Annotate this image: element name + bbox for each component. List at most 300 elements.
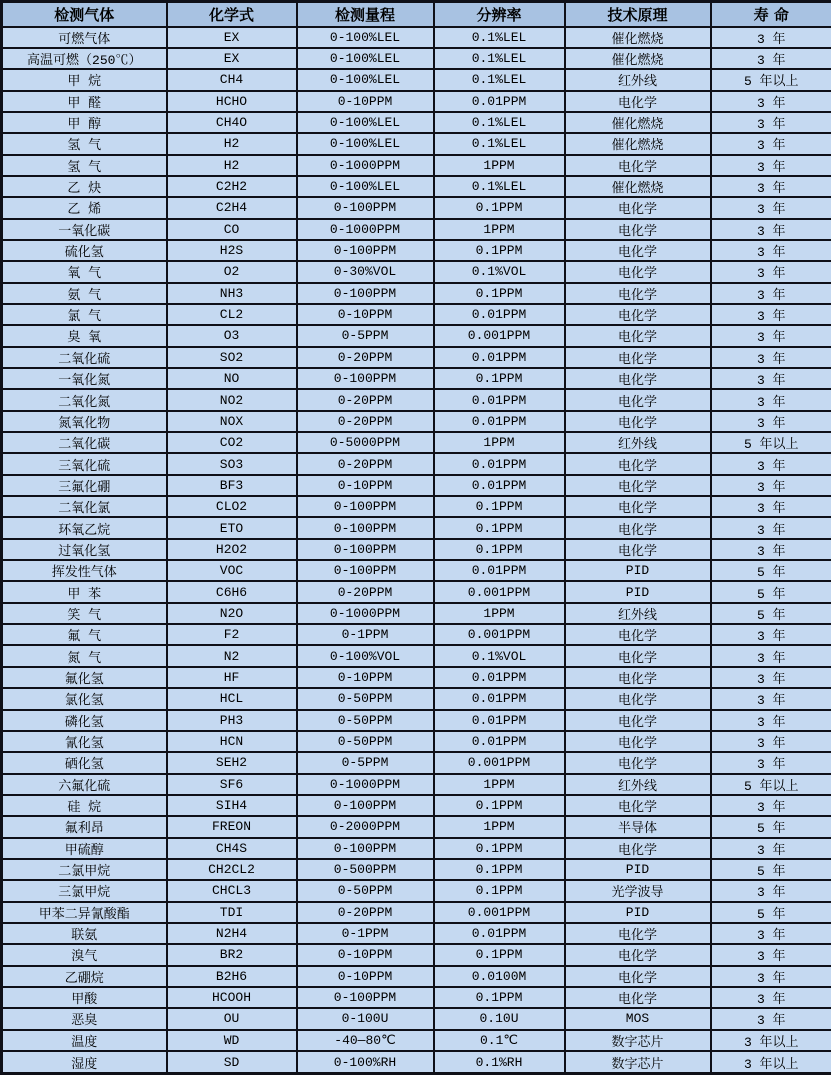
cell-chemical-formula: H2 — [167, 155, 297, 176]
cell-resolution: 1PPM — [434, 816, 565, 837]
cell-lifespan: 3 年 — [711, 325, 831, 346]
cell-lifespan: 5 年 — [711, 603, 831, 624]
cell-chemical-formula: OU — [167, 1008, 297, 1029]
cell-chemical-formula: NO — [167, 368, 297, 389]
cell-chemical-formula: NOX — [167, 411, 297, 432]
cell-technology: MOS — [565, 1008, 711, 1029]
cell-lifespan: 3 年 — [711, 539, 831, 560]
cell-gas-name: 甲酸 — [2, 987, 167, 1008]
cell-detection-range: 0-50PPM — [297, 880, 434, 901]
cell-technology: 电化学 — [565, 368, 711, 389]
cell-resolution: 0.1PPM — [434, 944, 565, 965]
cell-detection-range: 0-100%LEL — [297, 48, 434, 69]
cell-resolution: 0.01PPM — [434, 710, 565, 731]
cell-detection-range: 0-20PPM — [297, 581, 434, 602]
cell-lifespan: 3 年 — [711, 219, 831, 240]
cell-technology: 电化学 — [565, 496, 711, 517]
cell-chemical-formula: TDI — [167, 902, 297, 923]
cell-resolution: 0.1PPM — [434, 539, 565, 560]
cell-detection-range: 0-100%LEL — [297, 112, 434, 133]
cell-gas-name: 二氧化碳 — [2, 432, 167, 453]
cell-resolution: 0.0100M — [434, 966, 565, 987]
cell-gas-name: 二氧化氯 — [2, 496, 167, 517]
table-row — [2, 645, 831, 666]
cell-chemical-formula: N2 — [167, 645, 297, 666]
cell-gas-name: 臭 氧 — [2, 325, 167, 346]
table-row — [2, 774, 831, 795]
cell-resolution: 0.1%LEL — [434, 112, 565, 133]
cell-technology: 电化学 — [565, 197, 711, 218]
cell-resolution: 0.001PPM — [434, 624, 565, 645]
cell-gas-name: 硅 烷 — [2, 795, 167, 816]
cell-lifespan: 3 年 — [711, 411, 831, 432]
cell-lifespan: 3 年 — [711, 517, 831, 538]
cell-lifespan: 3 年 — [711, 240, 831, 261]
cell-technology: 光学波导 — [565, 880, 711, 901]
cell-technology: PID — [565, 581, 711, 602]
cell-detection-range: 0-10PPM — [297, 966, 434, 987]
cell-detection-range: 0-20PPM — [297, 453, 434, 474]
cell-lifespan: 5 年 — [711, 816, 831, 837]
cell-chemical-formula: EX — [167, 48, 297, 69]
cell-technology: 红外线 — [565, 603, 711, 624]
cell-gas-name: 氟利昂 — [2, 816, 167, 837]
cell-technology: 电化学 — [565, 710, 711, 731]
table-row — [2, 517, 831, 538]
cell-technology: 电化学 — [565, 283, 711, 304]
cell-chemical-formula: SO2 — [167, 347, 297, 368]
cell-detection-range: 0-50PPM — [297, 710, 434, 731]
cell-lifespan: 3 年 — [711, 112, 831, 133]
cell-resolution: 1PPM — [434, 219, 565, 240]
table-row — [2, 112, 831, 133]
table-row — [2, 496, 831, 517]
cell-chemical-formula: CO2 — [167, 432, 297, 453]
cell-gas-name: 甲硫醇 — [2, 838, 167, 859]
cell-detection-range: 0-20PPM — [297, 902, 434, 923]
cell-gas-name: 氮氧化物 — [2, 411, 167, 432]
cell-chemical-formula: WD — [167, 1030, 297, 1051]
cell-technology: 催化燃烧 — [565, 112, 711, 133]
cell-gas-name: 氟 气 — [2, 624, 167, 645]
header-resolution: 分辨率 — [434, 2, 565, 27]
table-row — [2, 197, 831, 218]
cell-resolution: 0.1℃ — [434, 1030, 565, 1051]
cell-gas-name: 甲 醛 — [2, 91, 167, 112]
table-row — [2, 581, 831, 602]
cell-chemical-formula: FREON — [167, 816, 297, 837]
table-row — [2, 347, 831, 368]
table-row — [2, 69, 831, 90]
cell-lifespan: 3 年 — [711, 944, 831, 965]
table-row — [2, 176, 831, 197]
cell-lifespan: 3 年 — [711, 389, 831, 410]
cell-lifespan: 3 年以上 — [711, 1051, 831, 1074]
cell-gas-name: 一氧化氮 — [2, 368, 167, 389]
cell-detection-range: 0-500PPM — [297, 859, 434, 880]
cell-gas-name: 甲苯二异氰酸酯 — [2, 902, 167, 923]
cell-technology: 电化学 — [565, 944, 711, 965]
cell-gas-name: 六氟化硫 — [2, 774, 167, 795]
cell-resolution: 1PPM — [434, 432, 565, 453]
cell-detection-range: 0-100PPM — [297, 517, 434, 538]
cell-gas-name: 硒化氢 — [2, 752, 167, 773]
cell-chemical-formula: B2H6 — [167, 966, 297, 987]
table-row — [2, 411, 831, 432]
cell-technology: 电化学 — [565, 411, 711, 432]
table-row — [2, 325, 831, 346]
cell-resolution: 0.1PPM — [434, 283, 565, 304]
cell-technology: 电化学 — [565, 838, 711, 859]
cell-chemical-formula: CO — [167, 219, 297, 240]
table-row — [2, 838, 831, 859]
cell-gas-name: 二氧化硫 — [2, 347, 167, 368]
cell-gas-name: 可燃气体 — [2, 27, 167, 48]
cell-gas-name: 乙 炔 — [2, 176, 167, 197]
table-row — [2, 880, 831, 901]
header-gas-name: 检测气体 — [2, 2, 167, 27]
cell-technology: 催化燃烧 — [565, 48, 711, 69]
cell-technology: 电化学 — [565, 325, 711, 346]
cell-chemical-formula: CH4O — [167, 112, 297, 133]
cell-gas-name: 甲 醇 — [2, 112, 167, 133]
table-row — [2, 304, 831, 325]
cell-technology: 红外线 — [565, 432, 711, 453]
cell-lifespan: 5 年 — [711, 859, 831, 880]
table-body — [2, 27, 831, 1074]
cell-gas-name: 挥发性气体 — [2, 560, 167, 581]
cell-detection-range: 0-100%RH — [297, 1051, 434, 1074]
cell-gas-name: 一氧化碳 — [2, 219, 167, 240]
cell-chemical-formula: SF6 — [167, 774, 297, 795]
table-row — [2, 710, 831, 731]
cell-lifespan: 3 年以上 — [711, 1030, 831, 1051]
cell-detection-range: 0-1000PPM — [297, 219, 434, 240]
cell-chemical-formula: SEH2 — [167, 752, 297, 773]
cell-lifespan: 3 年 — [711, 645, 831, 666]
cell-detection-range: 0-1000PPM — [297, 774, 434, 795]
cell-detection-range: 0-100%LEL — [297, 176, 434, 197]
cell-resolution: 0.1%LEL — [434, 133, 565, 154]
cell-chemical-formula: C2H2 — [167, 176, 297, 197]
table-row — [2, 624, 831, 645]
cell-resolution: 0.001PPM — [434, 752, 565, 773]
cell-lifespan: 3 年 — [711, 368, 831, 389]
cell-detection-range: 0-20PPM — [297, 347, 434, 368]
cell-resolution: 0.01PPM — [434, 923, 565, 944]
table-row — [2, 688, 831, 709]
cell-chemical-formula: SO3 — [167, 453, 297, 474]
cell-chemical-formula: HCL — [167, 688, 297, 709]
cell-resolution: 0.1PPM — [434, 795, 565, 816]
cell-lifespan: 5 年 — [711, 902, 831, 923]
cell-detection-range: 0-100PPM — [297, 987, 434, 1008]
cell-technology: 电化学 — [565, 155, 711, 176]
table-row — [2, 283, 831, 304]
cell-resolution: 0.01PPM — [434, 560, 565, 581]
cell-chemical-formula: BR2 — [167, 944, 297, 965]
cell-resolution: 0.1PPM — [434, 880, 565, 901]
cell-lifespan: 5 年 — [711, 560, 831, 581]
cell-lifespan: 3 年 — [711, 1008, 831, 1029]
cell-technology: 电化学 — [565, 731, 711, 752]
cell-detection-range: 0-2000PPM — [297, 816, 434, 837]
cell-chemical-formula: C2H4 — [167, 197, 297, 218]
cell-chemical-formula: CH4 — [167, 69, 297, 90]
cell-chemical-formula: SD — [167, 1051, 297, 1074]
cell-detection-range: 0-30%VOL — [297, 261, 434, 282]
table-row — [2, 923, 831, 944]
cell-lifespan: 3 年 — [711, 453, 831, 474]
cell-lifespan: 3 年 — [711, 133, 831, 154]
table-header-row — [2, 2, 831, 27]
cell-lifespan: 5 年 — [711, 581, 831, 602]
cell-chemical-formula: C6H6 — [167, 581, 297, 602]
cell-detection-range: 0-100PPM — [297, 560, 434, 581]
cell-resolution: 0.1PPM — [434, 368, 565, 389]
cell-resolution: 0.1%VOL — [434, 645, 565, 666]
cell-gas-name: 氮 气 — [2, 645, 167, 666]
cell-gas-name: 硫化氢 — [2, 240, 167, 261]
cell-lifespan: 3 年 — [711, 838, 831, 859]
cell-lifespan: 3 年 — [711, 795, 831, 816]
cell-lifespan: 5 年以上 — [711, 69, 831, 90]
table-row — [2, 859, 831, 880]
cell-detection-range: 0-20PPM — [297, 411, 434, 432]
table-row — [2, 475, 831, 496]
cell-gas-name: 甲 苯 — [2, 581, 167, 602]
cell-technology: 电化学 — [565, 475, 711, 496]
cell-resolution: 0.1%RH — [434, 1051, 565, 1074]
cell-lifespan: 3 年 — [711, 880, 831, 901]
cell-chemical-formula: N2H4 — [167, 923, 297, 944]
cell-resolution: 1PPM — [434, 603, 565, 624]
table-row — [2, 795, 831, 816]
cell-technology: 数字芯片 — [565, 1051, 711, 1074]
cell-detection-range: 0-5PPM — [297, 325, 434, 346]
header-detection-range: 检测量程 — [297, 2, 434, 27]
cell-chemical-formula: EX — [167, 27, 297, 48]
table-row — [2, 944, 831, 965]
cell-technology: 电化学 — [565, 645, 711, 666]
cell-gas-name: 湿度 — [2, 1051, 167, 1074]
cell-detection-range: 0-10PPM — [297, 944, 434, 965]
table-row — [2, 453, 831, 474]
cell-technology: 红外线 — [565, 69, 711, 90]
cell-lifespan: 3 年 — [711, 197, 831, 218]
cell-lifespan: 5 年以上 — [711, 432, 831, 453]
cell-chemical-formula: H2O2 — [167, 539, 297, 560]
cell-resolution: 0.01PPM — [434, 667, 565, 688]
cell-detection-range: 0-100%LEL — [297, 133, 434, 154]
cell-chemical-formula: PH3 — [167, 710, 297, 731]
cell-gas-name: 氯 气 — [2, 304, 167, 325]
cell-chemical-formula: HCN — [167, 731, 297, 752]
cell-detection-range: -40—80℃ — [297, 1030, 434, 1051]
cell-detection-range: 0-100PPM — [297, 283, 434, 304]
cell-chemical-formula: ETO — [167, 517, 297, 538]
table-row — [2, 603, 831, 624]
cell-gas-name: 氢 气 — [2, 133, 167, 154]
cell-chemical-formula: BF3 — [167, 475, 297, 496]
cell-technology: PID — [565, 560, 711, 581]
cell-technology: 电化学 — [565, 91, 711, 112]
cell-gas-name: 甲 烷 — [2, 69, 167, 90]
table-row — [2, 816, 831, 837]
cell-resolution: 0.1PPM — [434, 517, 565, 538]
cell-gas-name: 过氧化氢 — [2, 539, 167, 560]
cell-lifespan: 3 年 — [711, 688, 831, 709]
cell-gas-name: 乙硼烷 — [2, 966, 167, 987]
cell-technology: 电化学 — [565, 261, 711, 282]
cell-detection-range: 0-50PPM — [297, 688, 434, 709]
cell-detection-range: 0-100PPM — [297, 368, 434, 389]
cell-resolution: 0.01PPM — [434, 411, 565, 432]
cell-lifespan: 3 年 — [711, 731, 831, 752]
table-row — [2, 1051, 831, 1074]
cell-chemical-formula: VOC — [167, 560, 297, 581]
cell-detection-range: 0-1000PPM — [297, 155, 434, 176]
cell-resolution: 0.01PPM — [434, 453, 565, 474]
cell-technology: PID — [565, 859, 711, 880]
cell-detection-range: 0-100%LEL — [297, 27, 434, 48]
cell-chemical-formula: CH4S — [167, 838, 297, 859]
cell-detection-range: 0-10PPM — [297, 304, 434, 325]
cell-resolution: 0.10U — [434, 1008, 565, 1029]
table-row — [2, 133, 831, 154]
cell-technology: 催化燃烧 — [565, 27, 711, 48]
cell-resolution: 0.01PPM — [434, 688, 565, 709]
table-row — [2, 539, 831, 560]
cell-detection-range: 0-50PPM — [297, 731, 434, 752]
cell-lifespan: 3 年 — [711, 710, 831, 731]
cell-chemical-formula: NH3 — [167, 283, 297, 304]
cell-lifespan: 3 年 — [711, 283, 831, 304]
cell-gas-name: 溴气 — [2, 944, 167, 965]
cell-lifespan: 3 年 — [711, 261, 831, 282]
cell-resolution: 0.001PPM — [434, 325, 565, 346]
table-row — [2, 432, 831, 453]
cell-gas-name: 氢 气 — [2, 155, 167, 176]
cell-detection-range: 0-1PPM — [297, 923, 434, 944]
cell-gas-name: 磷化氢 — [2, 710, 167, 731]
cell-chemical-formula: SIH4 — [167, 795, 297, 816]
cell-gas-name: 氯化氢 — [2, 688, 167, 709]
cell-technology: 电化学 — [565, 517, 711, 538]
cell-resolution: 0.1PPM — [434, 197, 565, 218]
cell-resolution: 0.01PPM — [434, 389, 565, 410]
cell-gas-name: 乙 烯 — [2, 197, 167, 218]
cell-chemical-formula: O2 — [167, 261, 297, 282]
cell-lifespan: 3 年 — [711, 624, 831, 645]
cell-technology: 电化学 — [565, 966, 711, 987]
cell-chemical-formula: HF — [167, 667, 297, 688]
table-row — [2, 902, 831, 923]
cell-detection-range: 0-10PPM — [297, 667, 434, 688]
cell-technology: 催化燃烧 — [565, 133, 711, 154]
cell-technology: 电化学 — [565, 389, 711, 410]
cell-technology: PID — [565, 902, 711, 923]
cell-resolution: 0.1%VOL — [434, 261, 565, 282]
table-row — [2, 731, 831, 752]
cell-technology: 电化学 — [565, 667, 711, 688]
cell-resolution: 0.1PPM — [434, 240, 565, 261]
table-row — [2, 560, 831, 581]
cell-resolution: 0.1%LEL — [434, 48, 565, 69]
cell-detection-range: 0-100%VOL — [297, 645, 434, 666]
cell-technology: 数字芯片 — [565, 1030, 711, 1051]
cell-chemical-formula: CH2CL2 — [167, 859, 297, 880]
table-row — [2, 155, 831, 176]
cell-detection-range: 0-5PPM — [297, 752, 434, 773]
cell-resolution: 0.1%LEL — [434, 27, 565, 48]
cell-chemical-formula: CHCL3 — [167, 880, 297, 901]
cell-resolution: 0.1PPM — [434, 987, 565, 1008]
cell-detection-range: 0-100PPM — [297, 240, 434, 261]
cell-detection-range: 0-100PPM — [297, 197, 434, 218]
cell-detection-range: 0-20PPM — [297, 389, 434, 410]
cell-lifespan: 3 年 — [711, 347, 831, 368]
cell-resolution: 0.1PPM — [434, 838, 565, 859]
cell-gas-name: 三氧化硫 — [2, 453, 167, 474]
cell-chemical-formula: F2 — [167, 624, 297, 645]
cell-resolution: 0.1%LEL — [434, 69, 565, 90]
cell-resolution: 0.001PPM — [434, 902, 565, 923]
cell-resolution: 0.001PPM — [434, 581, 565, 602]
cell-resolution: 0.1PPM — [434, 859, 565, 880]
cell-resolution: 0.1PPM — [434, 496, 565, 517]
cell-technology: 电化学 — [565, 923, 711, 944]
cell-chemical-formula: NO2 — [167, 389, 297, 410]
cell-lifespan: 3 年 — [711, 496, 831, 517]
cell-technology: 电化学 — [565, 795, 711, 816]
cell-technology: 电化学 — [565, 752, 711, 773]
cell-lifespan: 5 年以上 — [711, 774, 831, 795]
cell-gas-name: 氟化氢 — [2, 667, 167, 688]
cell-resolution: 1PPM — [434, 155, 565, 176]
cell-chemical-formula: CL2 — [167, 304, 297, 325]
table-row — [2, 27, 831, 48]
header-chemical-formula: 化学式 — [167, 2, 297, 27]
cell-technology: 电化学 — [565, 539, 711, 560]
cell-gas-name: 二氧化氮 — [2, 389, 167, 410]
cell-lifespan: 3 年 — [711, 304, 831, 325]
cell-gas-name: 三氯甲烷 — [2, 880, 167, 901]
cell-lifespan: 3 年 — [711, 667, 831, 688]
cell-resolution: 0.01PPM — [434, 731, 565, 752]
cell-resolution: 0.01PPM — [434, 475, 565, 496]
cell-lifespan: 3 年 — [711, 155, 831, 176]
table-row — [2, 987, 831, 1008]
cell-gas-name: 环氧乙烷 — [2, 517, 167, 538]
cell-detection-range: 0-100U — [297, 1008, 434, 1029]
cell-gas-name: 氧 气 — [2, 261, 167, 282]
cell-chemical-formula: H2S — [167, 240, 297, 261]
cell-resolution: 0.01PPM — [434, 304, 565, 325]
table-row — [2, 389, 831, 410]
cell-chemical-formula: O3 — [167, 325, 297, 346]
cell-chemical-formula: N2O — [167, 603, 297, 624]
cell-resolution: 0.01PPM — [434, 91, 565, 112]
table-row — [2, 91, 831, 112]
cell-detection-range: 0-10PPM — [297, 91, 434, 112]
cell-technology: 半导体 — [565, 816, 711, 837]
cell-lifespan: 3 年 — [711, 923, 831, 944]
cell-gas-name: 温度 — [2, 1030, 167, 1051]
cell-resolution: 1PPM — [434, 774, 565, 795]
cell-gas-name: 恶臭 — [2, 1008, 167, 1029]
cell-chemical-formula: HCHO — [167, 91, 297, 112]
